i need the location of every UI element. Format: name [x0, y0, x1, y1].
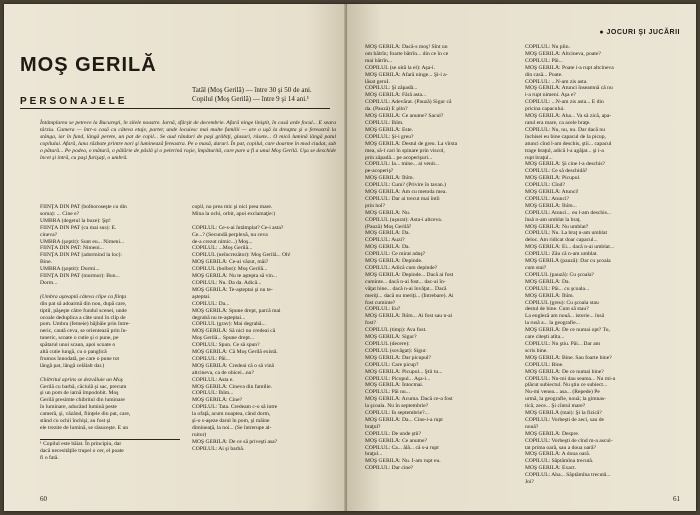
text-line: COPILUL: Îhîm... — [192, 390, 234, 397]
text-line: MOŞ GERILĂ: Nu te aştepta să vin... — [192, 273, 277, 280]
text-line: MOŞ GERILĂ: Da. — [525, 278, 570, 285]
text-line: tat prima oară, sau a doua oară? — [525, 444, 596, 451]
magazine-spread — [4, 4, 696, 511]
text-line: Ce...? (Secundă perplexă, nu ceva — [192, 231, 268, 238]
text-line: atunci cînd l-am deschis, ştii... capacul — [525, 140, 612, 147]
text-line — [192, 218, 338, 225]
text-line: COPILUL: Nu. La braţ n-am umblat — [525, 230, 608, 237]
text-line: la şcoala. Nu în septembrie? — [365, 403, 429, 410]
text-line: prin hol? — [365, 202, 386, 209]
text-line: pricina capacului. — [525, 106, 565, 113]
text-line: COPILUL: Auzi? — [365, 237, 405, 244]
text-line: MOŞ GERILĂ: Ce anume? — [365, 437, 427, 444]
text-line: COPILUL: Asta e. — [192, 376, 234, 383]
text-column-1 — [40, 204, 180, 462]
text-line: COPILUL: Şi zăpadă... — [365, 85, 418, 92]
text-line: lângă pat, lângă celălalt dar.) — [40, 362, 105, 369]
text-line: COPILUL: Da... — [192, 300, 230, 307]
text-line: MOŞ GERILĂ: Şi cine l-a deschis? — [525, 161, 606, 168]
text-line: FIINŢA DIN PAT: Nimeni... — [40, 245, 104, 252]
text-line: Gerilă presimte chibritul din luminare — [40, 397, 125, 404]
text-line: de-a crezut nimic...) Moş... — [192, 238, 253, 245]
text-line: mea, să-l cari în spinare prin viscol, — [365, 147, 445, 154]
text-line: MOŞ GERILĂ: Depinde... Dacă ai fost — [365, 271, 454, 278]
text-line: Bine. — [40, 259, 52, 266]
text-line: MOŞ GERILĂ: Întocmai. — [365, 382, 424, 389]
text-line: dimineaţă, la noi... (Se întrerupe al- — [192, 425, 272, 431]
text-line: COPILUL: Eu? — [365, 306, 401, 313]
right-page — [347, 4, 696, 511]
text-line: MOŞ GERILĂ: Da... Cine-i-a rupt — [365, 416, 443, 423]
text-line: MOŞ GERILĂ: Ce-ai văzut, măi? — [192, 259, 269, 266]
text-line: COPILUL: Zău că n-am umblat. — [525, 251, 598, 258]
text-line: COPILUL: ...N-am zis asta. — [525, 78, 588, 85]
text-line: din pat să adoarmă din nou, după care, — [40, 300, 127, 307]
text-line: MOŞ GERILĂ: Îhîm. — [365, 175, 414, 182]
text-line: COPILUL (greu): Cu şcoala stau — [525, 299, 599, 306]
cast-list — [192, 86, 312, 104]
text-line — [40, 287, 180, 294]
section-label: PERSONAJELE — [20, 96, 128, 107]
text-line: MOŞ GERILĂ: Afară ninge... Şi-i a- — [365, 71, 448, 78]
text-line: degrabă nu te-aşteptai... — [192, 314, 246, 321]
text-line: aşteptai. — [192, 293, 211, 300]
text-line: MOŞ GERILĂ: Nu umblat? — [525, 223, 589, 230]
text-line: Gerilă cu barbă, căciulă şi sac, precum — [40, 383, 127, 390]
text-line: COPILUL: Adică cum depinde? — [365, 265, 438, 271]
text-line: MOŞ GERILĂ: Picupul. — [525, 175, 581, 182]
text-column-2 — [192, 204, 338, 453]
text-line: La engleză am nouă... istorie... însă — [525, 313, 605, 320]
text-line: pom. Umbra (femeie) bâjbâie prin între- — [40, 321, 131, 328]
text-line: COPILUL: Nu-mi dau seama... Nu mi-a — [525, 375, 616, 382]
text-line: rupt braţul... — [525, 154, 553, 161]
text-line: COPILUL: Nu. Da da. Adică... — [192, 279, 262, 286]
text-line: COPILUL: Vorbeşti de cînd m-a ascul- — [525, 437, 613, 444]
text-line: COPILUL: Picupul... Aşa-i... — [365, 375, 431, 382]
text-line: dacă necesităţile trupei o cer, el poate — [40, 447, 124, 454]
text-line: ruitor) — [192, 431, 207, 438]
text-line: COPILUL: De unde ştii? — [365, 430, 422, 437]
text-line: şi un pom de iarnă împodobit. Moş — [40, 390, 119, 397]
page-number: 60 — [40, 495, 47, 503]
text-line — [40, 432, 180, 439]
text-line: COPILUL (bolbot): Moş Gerilă... — [192, 266, 268, 273]
text-line: deloc. Am ridicat doar capacul... — [525, 237, 598, 244]
text-line: tiptil, păşeşte către fundul scenei, unde — [40, 307, 127, 314]
text-line: COPILUL: Dar cine? — [365, 465, 414, 472]
text-line: COPILUL: Vorbeşti de zeci, sau de — [525, 416, 605, 423]
text-column-3 — [365, 44, 515, 472]
text-line: COPILUL (uşurat): Asta-i altceva. — [365, 216, 443, 223]
text-line: Joi? — [525, 479, 535, 486]
text-line: văţat bine... dacă n-ai învăţat... Dacă — [365, 285, 447, 292]
text-line: COPILUL: Ca... ălă... că s-a rupt — [365, 444, 439, 451]
text-line: COPILUL (timp): Ava fost. — [365, 327, 427, 334]
text-line: COPILUL: ...N-am zis asta... E din — [525, 99, 604, 106]
text-line: cum stai? — [525, 265, 547, 271]
text-line: neric, caută ceva, se orientează prin în- — [40, 328, 128, 335]
text-line: MOŞ GERILĂ: Aha... Va să zică, apa- — [525, 113, 612, 120]
text-line: COPILUL: Ai şi barbă. — [192, 445, 245, 452]
text-line: COPILUL: Cînd? — [525, 182, 565, 189]
text-line: însă n-am umblat la braţ. — [525, 216, 581, 223]
text-line: MOŞ GERILĂ: Ei... dacă n-ai umblat... — [525, 244, 615, 251]
text-line: COPILUL: Care picup? — [365, 361, 419, 368]
text-line: MOŞ GERILĂ: Este. — [365, 126, 414, 133]
text-line: MOŞ GERILĂ: Acuma. Dacă ce-a fost — [365, 396, 453, 403]
text-line: MOŞ GERILĂ: Da. — [365, 244, 410, 251]
text-line: MOŞ GERILĂ: Nu. — [365, 209, 411, 216]
text-line: COPILUL: Bine. — [525, 361, 564, 368]
text-line: FIINŢA DIN PAT (ca mai sus): E. — [40, 224, 117, 231]
text-line: COPILUL: Dar ai trecut mai întîi — [365, 195, 440, 202]
text-line: COPILUL: Nu plin. — [525, 44, 570, 50]
text-line: MOŞ GERILĂ: Că Moş Gerilă există. — [192, 349, 278, 356]
text-line: fi o fată. — [40, 454, 59, 461]
text-line: pe-acoperiş? — [365, 168, 394, 175]
text-line: COPILUL: ...Moş Gerilă... — [192, 245, 253, 252]
text-line: ele trezite de lumină, se răsuceşte. E un — [40, 425, 129, 431]
text-line: COPILUL: Păi... — [525, 57, 563, 64]
text-line: la ofaţă, acum noaptea, când dorm, — [192, 411, 271, 418]
left-page — [4, 4, 347, 511]
text-line: MOŞ GERILĂ: Destul de greu. La vîrsta — [365, 140, 458, 147]
text-line: da. (Pauză) E plin? — [365, 106, 408, 113]
text-line: ratul era mare, ca acele braţe. — [525, 119, 591, 126]
text-line: COPILUL (decere): — [365, 340, 410, 347]
text-line: MOŞ GERILĂ: Îhîm... Ai fost sau n-ai — [365, 313, 453, 320]
text-line: lăsat geruI. — [365, 78, 390, 85]
text-line: MOŞ GERILĂ: Spune drept, parcă mai — [192, 307, 281, 314]
text-line: COPILUL: Adevărat. (Pauză) Sigur că — [365, 99, 452, 106]
play-title: MOŞ GERILĂ — [20, 54, 157, 76]
text-line: închisei eu bine capacul de la picup, — [525, 133, 606, 140]
text-line: COPILUL: Aha... Săptămîna trecută... — [525, 472, 611, 479]
text-line: cuminte... dacă n-ai fost... dac-ai în- — [365, 278, 446, 285]
text-line: UMBRA (degetul la buze): Şşt! — [40, 217, 111, 224]
divider — [20, 108, 330, 109]
cast-item: Tatăl (Moş Gerilă) — între 30 şi 50 de ani. — [192, 86, 312, 94]
text-line: FIINŢA DIN PAT (adormind la loc): — [40, 252, 122, 259]
text-line: MOŞ GERILĂ: Picupul... Ştii tu... — [365, 368, 443, 375]
text-line: MOŞ GERILĂ: Atunci! — [525, 189, 579, 196]
text-line: MOŞ GERILĂ: Fără asta... — [365, 92, 427, 99]
text-line: Nu-mi venea... asa... (Repede) Pe — [525, 389, 600, 396]
text-line: COPILUL: Atunci... eu l-am deschis... — [525, 209, 612, 216]
text-line: MOŞ GERILĂ: Cine? — [192, 397, 243, 404]
text-line: MOŞ GERILĂ: Nu. I-am rupt eu. — [365, 458, 441, 465]
text-line: MOŞ GERILĂ: A doua oară. — [525, 451, 591, 458]
text-line: scris bine. — [525, 347, 548, 354]
text-line — [40, 370, 180, 377]
text-line: fost cuminte? — [365, 299, 396, 306]
text-line: frumos înnodată, pe care o pune tot — [40, 355, 120, 362]
text-line: COPILUL (pauză): Cu şcoala? — [525, 271, 594, 278]
text-line: COPILUL (neîncrezător): Moş Gerilă... Oh! — [192, 252, 291, 259]
text-line: COPILUL: Tata. Credeam c-o să intre — [192, 404, 278, 411]
text-line: care citeşti atîta... — [525, 334, 565, 341]
text-line: urmă, la geografie, nouă; la gimnas- — [525, 396, 606, 403]
text-line: COPILUL (sovăgat): Sigur. — [365, 347, 427, 354]
text-line: COPILUL: Ia... mine... ai venit... — [365, 161, 440, 168]
text-line: COPILUL: Ce mirat aduş? — [365, 251, 426, 258]
text-line: COPILUL: Păi... cu şcoala... — [525, 285, 590, 292]
text-line: braţul... — [365, 451, 383, 458]
text-line: prin zăpadă... pe acoperişuri... — [365, 154, 433, 161]
text-line: COPILUL: Ce să deschidă? — [525, 168, 588, 175]
text-line: MOŞ GERILĂ: Îhîm... — [525, 202, 577, 209]
text-line: la rusă a... la geografie... — [525, 320, 580, 327]
text-line: MOŞ GERILĂ: De ce numai opt? Tu, — [525, 327, 610, 334]
text-column-4 — [525, 44, 675, 486]
text-line: trage braţul, adică l-a agăţat... şi i-a — [525, 147, 604, 154]
text-line: UMBRA (şoptit): Dormi... — [40, 266, 100, 273]
text-line: Moş Gerilă... Spune drept... — [192, 335, 254, 342]
text-line: destul de bine. Cum să stau? — [525, 306, 589, 313]
text-line: COPILUL: Ce-s-ai întâmplat? Ce-i asta? — [192, 224, 284, 231]
text-line: (Umbra aşteaptă câteva clipe ca fiinţa — [40, 293, 127, 300]
text-line: MOŞ GERILĂ: Am cu metoda mea. — [365, 189, 447, 196]
text-line: MOŞ GERILĂ: Depinde. — [365, 258, 423, 265]
text-line: şi-o s-aşeze darul în pom, şi mâine — [192, 418, 270, 425]
text-line: COPILUL: Păi... — [192, 355, 230, 362]
text-line: COPILUL: Spun. Ce să spun? — [192, 342, 260, 349]
text-line: în luminare, aducând lumină peste — [40, 404, 117, 411]
text-line: MOŞ GERILĂ: De ce să priveşti asa? — [192, 438, 278, 445]
text-line: FIINŢA DIN PAT (bolboroseşte cu din — [40, 204, 127, 210]
text-line: din casă... Poate. — [525, 71, 563, 78]
text-line: tuneric, scoate o cutie şi o pune, pe — [40, 335, 119, 342]
text-line: COPILUL: Cum? (Privire în tavan.) — [365, 182, 446, 189]
intro-paragraph: Întâmplarea se petrece la Bucureşti, în zilele noastre. Iarnă, sfârşit de decembrie. Afară ninge liniştit, în casă arde focul... E seara târziu. Camera — într-o casă cu câteva etaje, parter, unde locuiesc mai multe familii — are o uşă la dreapta şi o fereastră la stânga, iar în fund, lângă perete, un pat de copil... Se aud rânduri de paşi grăbiţi, glasuri, râsete... O mică lumină lângă patul copilului. Afară, luna răzbate printre nori şi luminează fereastra. Pe o masă, daruri. În pat, copilul, care doarme în mod ciudat, sub o pătură... Pe podea, o mătură, o pălărie de pâslă şi o pelerină roşie, împăturită, care pare a fi a unui Moş Gerilă. Uşa se deschide încet şi intră, cu paşi furişaţi, o umbră. — [40, 120, 336, 161]
text-line: MOŞ GERILĂ: Te-aşteptai şi nu te- — [192, 286, 273, 293]
text-line: meriţi... dacă nu meriţi... (Întrebare). Ai — [365, 292, 454, 299]
page-number: 61 — [673, 495, 680, 503]
text-line: cameră, şi, văzând, fiinţele din pat, care, — [40, 411, 131, 418]
text-line: COPILUL: Şi-i greu? — [365, 133, 414, 140]
text-line: MOŞ GERILĂ: Dar picupul? — [365, 354, 432, 361]
text-line: FIINŢA DIN PAT (murmur): Bun... — [40, 273, 120, 280]
text-line: Mina la ochi, orbit, apoi exclamaţie:) — [192, 210, 276, 217]
text-line: MOŞ GERILĂ: Credeai că o să vină — [192, 362, 275, 369]
text-line: fost? — [365, 320, 376, 327]
text-line: MOŞ GERILĂ (pauză): Dar cu şcoala — [525, 258, 611, 265]
text-line: MOŞ GERILĂ: De ce numai bine? — [525, 368, 604, 375]
text-line: ¹ Copilul este băiat. În principiu, dar — [40, 439, 180, 448]
text-line: Chibritul aprins se dezvăluie un Moş — [40, 376, 123, 383]
cast-item: Copilul (Moş Gerilă) — între 9 şi 14 ani.¹ — [192, 95, 310, 103]
text-line: COPILUL: Atunci? — [525, 195, 569, 202]
section-title: ● JOCURI ŞI JUCĂRII — [599, 29, 680, 36]
text-line: MOŞ GERILĂ: Bine. Sau foarte bine? — [525, 354, 612, 361]
text-line: COPILUL (grav): Mai degrabă... — [192, 321, 266, 328]
text-line: altcineva, ca de obicei...nu? — [192, 369, 254, 376]
text-line: plăcut subiectul. Nu ştiu ce subiect... — [525, 382, 608, 389]
text-line: MOŞ GERILĂ: Altcineva, poate? — [525, 50, 601, 57]
text-line: COPILUL (se uită la el): Aşa-i. — [365, 64, 436, 71]
text-line: MOŞ GERILĂ: Exact. — [525, 465, 577, 472]
text-line: MOŞ GERILĂ: Sigur? — [365, 334, 417, 341]
text-line: COPILUL: Săptămîna trecută. — [525, 458, 594, 465]
text-line: MOŞ GERILĂ: Îhîm. — [525, 292, 574, 299]
text-line: nouă? — [525, 423, 539, 430]
text-line: i-a rupt nimeni. Aşa e? — [525, 92, 576, 99]
text-line: COPILUL: Îhîm. — [365, 119, 404, 126]
text-line: COPILUL: Nu ştiu. Păi... Dar am — [525, 340, 601, 347]
text-line: MOŞ GERILĂ: Atunci înseamnă că nu — [525, 85, 613, 92]
text-line: MOŞ GERILĂ (mai): Şi la fizică? — [525, 410, 602, 417]
text-line: UMBRA (şoptit): Sunt eu... Nimeni... — [40, 238, 125, 245]
text-line: tică, zece... Şi cîntul mare? — [525, 403, 586, 410]
text-line: ocoale deduplica a câte unul în clip de — [40, 314, 126, 321]
text-line: COPILUL: Nu, nu, nu. Dar dacă nu — [525, 126, 606, 133]
text-line: stând cu ochii închişi, au fost şi — [40, 418, 111, 425]
text-line: spătarul unui scaun, apoi scoate o — [40, 342, 116, 349]
text-line: COPILUL: Păi nu... — [365, 389, 410, 396]
text-line: MOŞ GERILĂ: Poate i-a rupt altcineva — [525, 64, 614, 71]
text-line: copil, nu prea mic şi nici prea mare. — [192, 204, 273, 210]
text-line: MOŞ GERILĂ: Dacă-s moş! Sînt un — [365, 44, 448, 50]
text-line: MOŞ GERILĂ: Despre. — [525, 430, 580, 437]
text-line: MOŞ GERILĂ: Da. — [365, 230, 410, 237]
text-line: MOŞ GERILĂ: Ce anume? Sacul? — [365, 113, 444, 120]
text-line: om bătrîn; foarte bătrîn... din ce în ce — [365, 50, 449, 57]
text-line: COPILUL: În septembrie?... — [365, 410, 429, 417]
text-line: mai bătrîn... — [365, 57, 393, 64]
text-line: braţul? — [365, 423, 381, 430]
text-line: Dorm... — [40, 279, 58, 286]
text-line: MOŞ GERILĂ: Cineva din familie. — [192, 383, 273, 390]
text-line: soma): ... Cine e? — [40, 210, 80, 217]
text-line: cineva? — [40, 231, 58, 238]
text-line: altă cutie lungă, cu o panglică — [40, 349, 107, 356]
text-line: MOŞ GERILĂ: Să nici nu credeai că — [192, 328, 276, 335]
text-line: (Pauză) Moş Gerilă? — [365, 223, 412, 230]
